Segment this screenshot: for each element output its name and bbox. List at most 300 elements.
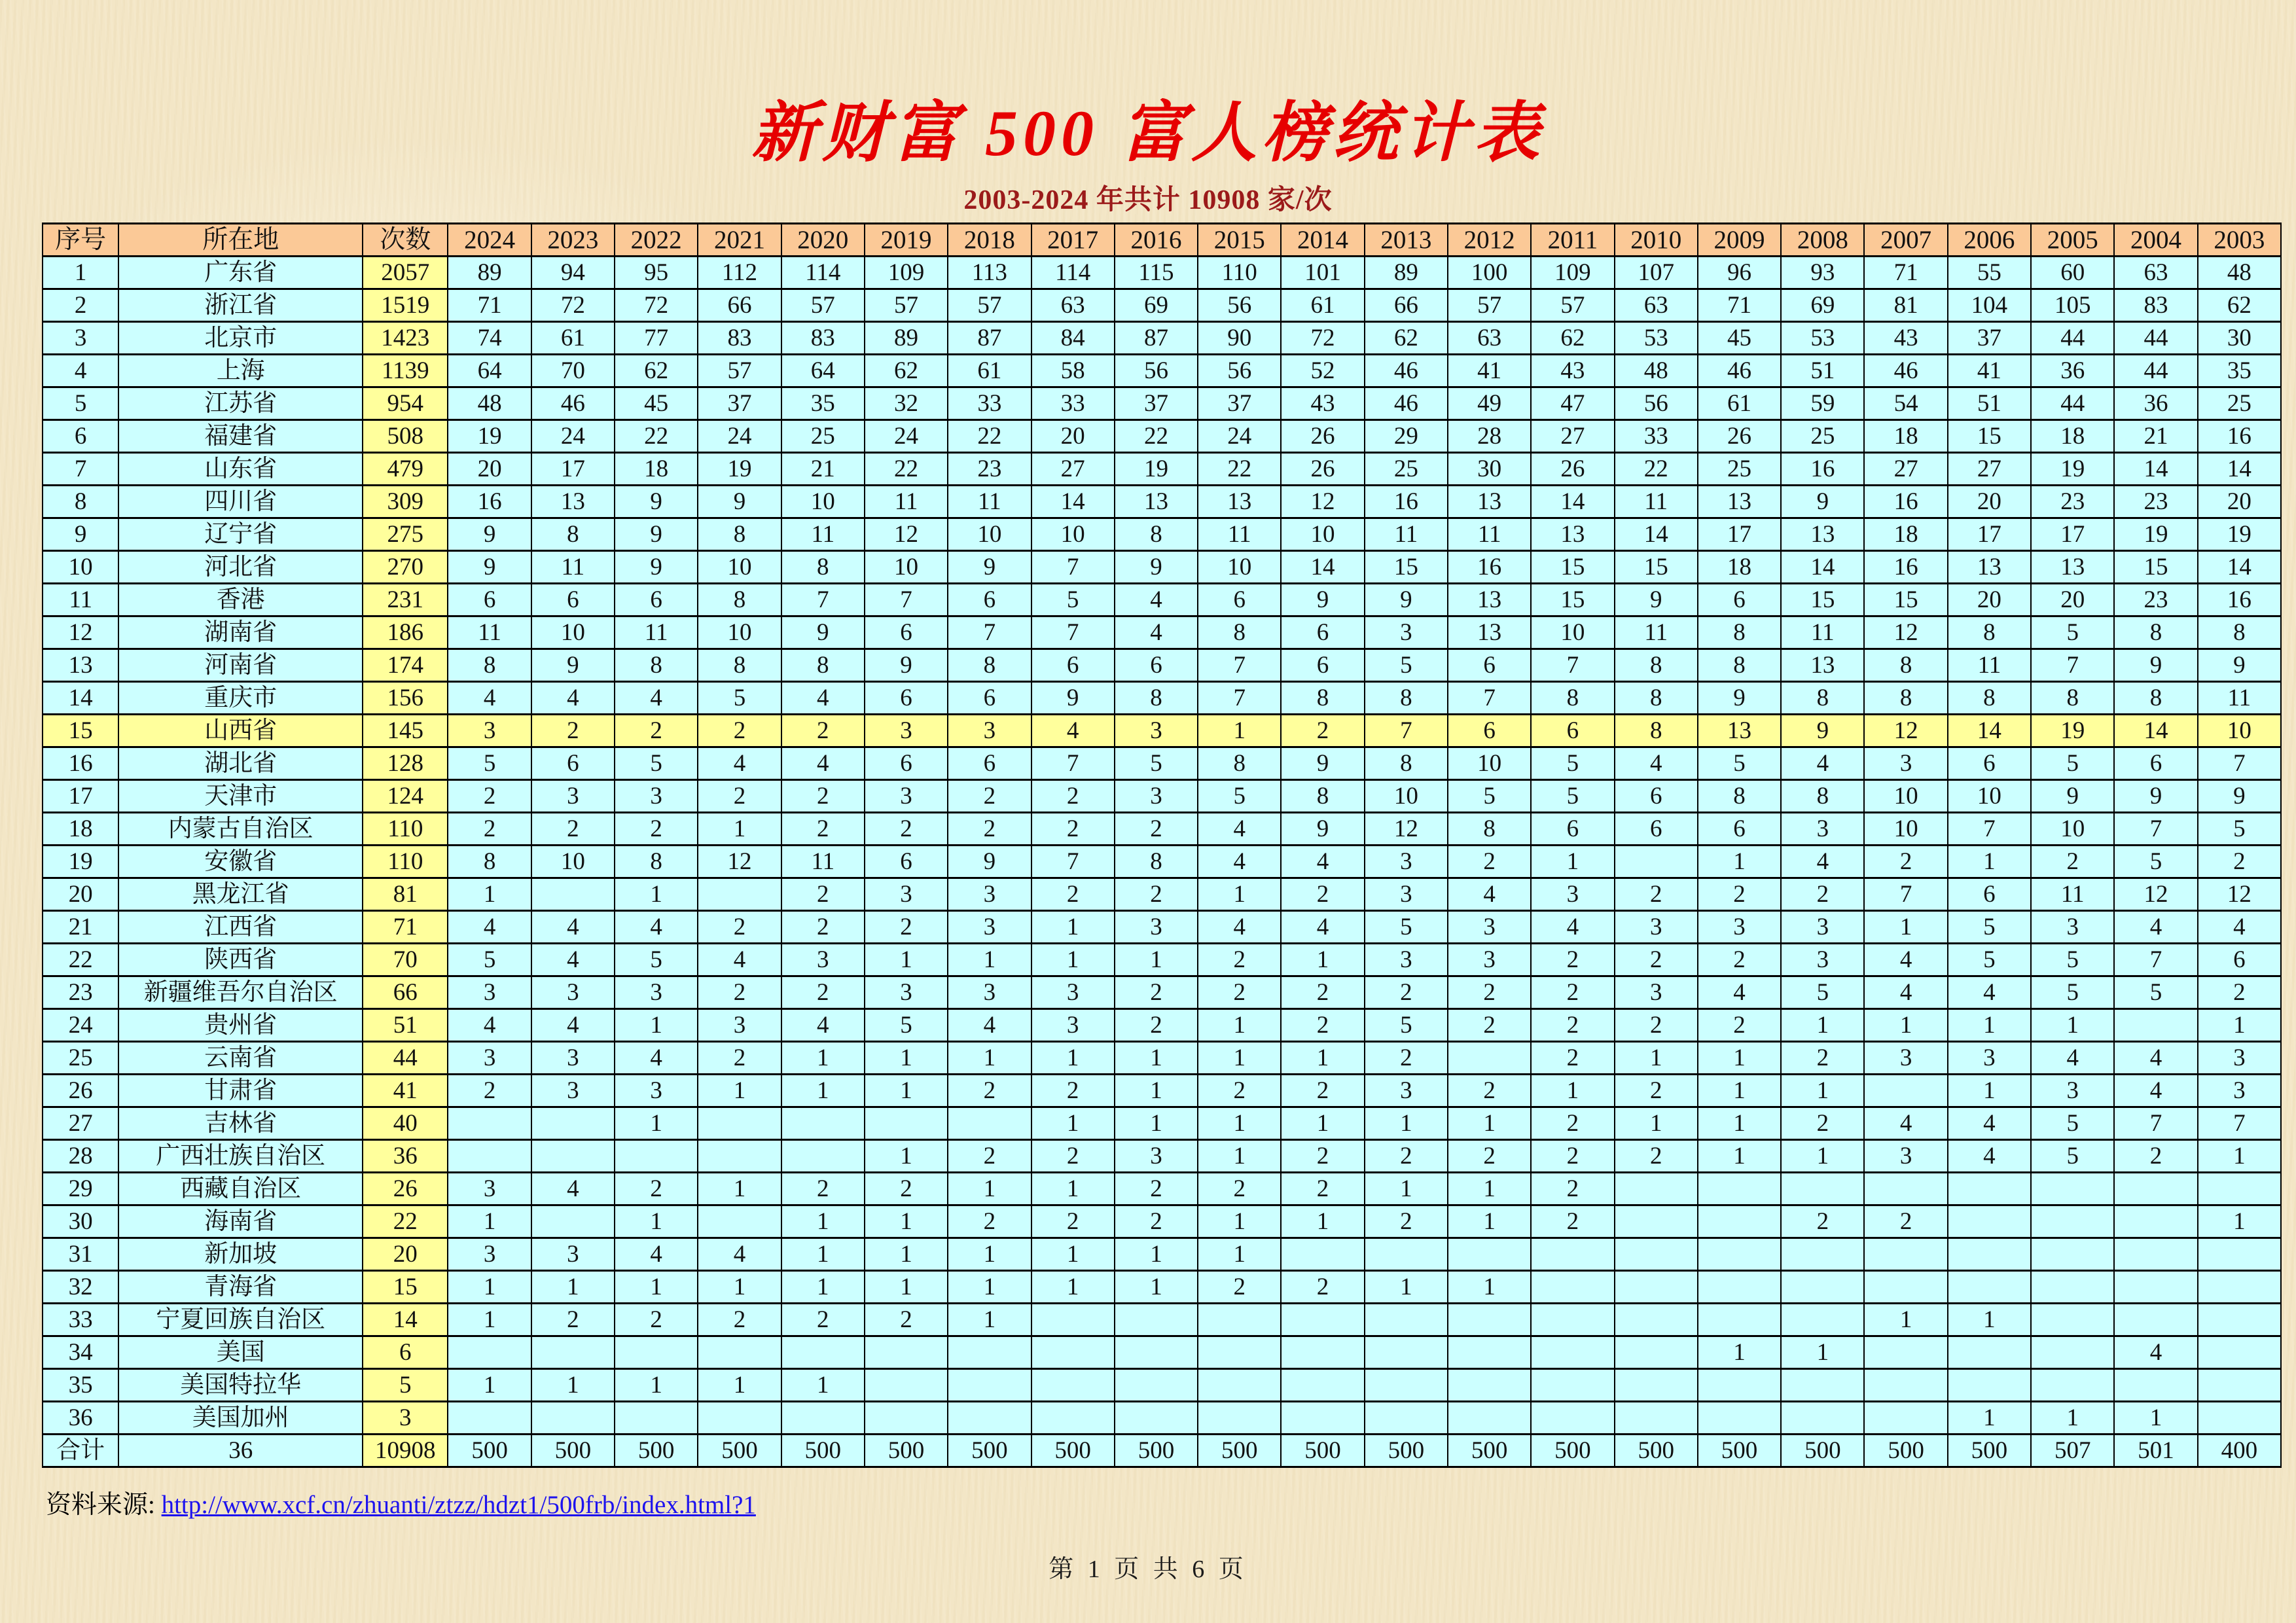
cell-value: 2 (1781, 878, 1864, 911)
cell-value: 3 (865, 976, 948, 1009)
cell-value: 4 (781, 682, 865, 715)
cell-value: 1 (1031, 944, 1115, 976)
cell-location: 天津市 (118, 780, 363, 813)
cell-value: 9 (615, 518, 698, 551)
cell-value: 3 (1115, 1140, 1198, 1173)
cell-value: 23 (2114, 486, 2197, 518)
cell-value (698, 1107, 781, 1140)
cell-value: 9 (865, 649, 948, 682)
cell-total-value: 501 (2114, 1435, 2197, 1467)
cell-value: 3 (2031, 911, 2114, 944)
cell-value: 8 (2031, 682, 2114, 715)
cell-count: 128 (363, 747, 448, 780)
cell-value: 70 (531, 355, 615, 387)
table-row (43, 289, 2281, 322)
cell-value: 21 (2114, 420, 2197, 453)
cell-value: 10 (531, 846, 615, 878)
cell-value: 37 (698, 387, 781, 420)
cell-value: 8 (1698, 649, 1781, 682)
cell-value: 6 (2198, 944, 2281, 976)
cell-value: 8 (2198, 616, 2281, 649)
cell-value: 8 (1864, 649, 1947, 682)
cell-total-value: 507 (2031, 1435, 2114, 1467)
cell-value: 81 (1864, 289, 1947, 322)
cell-value: 6 (865, 682, 948, 715)
cell-value: 2 (1531, 1205, 1614, 1238)
cell-value: 4 (1948, 976, 2031, 1009)
cell-value: 2 (698, 715, 781, 747)
col-header-year-2020: 2020 (781, 224, 865, 257)
cell-value (781, 1140, 865, 1173)
cell-value: 64 (448, 355, 531, 387)
cell-value: 12 (2198, 878, 2281, 911)
cell-total-value: 500 (615, 1435, 698, 1467)
cell-value: 23 (2114, 584, 2197, 616)
col-header-year-2006: 2006 (1948, 224, 2031, 257)
cell-value: 5 (2198, 813, 2281, 846)
cell-value: 6 (1531, 813, 1614, 846)
cell-value (531, 1140, 615, 1173)
cell-seq: 17 (43, 780, 118, 813)
cell-value: 5 (615, 944, 698, 976)
cell-value: 1 (698, 1369, 781, 1402)
cell-value: 2 (1531, 1140, 1614, 1173)
cell-value: 35 (2198, 355, 2281, 387)
cell-value (1031, 1336, 1115, 1369)
cell-value (531, 1107, 615, 1140)
cell-value: 1 (1031, 1238, 1115, 1271)
cell-value: 57 (865, 289, 948, 322)
cell-value: 1 (2114, 1402, 2197, 1435)
cell-value (1864, 1336, 1947, 1369)
cell-value (2031, 1271, 2114, 1304)
cell-value: 10 (698, 616, 781, 649)
cell-value (698, 1402, 781, 1435)
cell-value: 6 (1615, 780, 1698, 813)
cell-value: 74 (448, 322, 531, 355)
cell-value (1031, 1304, 1115, 1336)
cell-value: 3 (615, 780, 698, 813)
cell-value: 18 (1864, 420, 1947, 453)
table-row (43, 878, 2281, 911)
cell-value (698, 878, 781, 911)
cell-value: 1 (1115, 1107, 1198, 1140)
cell-value: 4 (2198, 911, 2281, 944)
cell-value: 7 (948, 616, 1031, 649)
cell-location: 美国特拉华 (118, 1369, 363, 1402)
cell-value: 1 (865, 1140, 948, 1173)
cell-value: 3 (2198, 1075, 2281, 1107)
cell-value: 8 (1115, 846, 1198, 878)
cell-count: 231 (363, 584, 448, 616)
cell-value: 25 (1365, 453, 1448, 486)
cell-value: 5 (1948, 944, 2031, 976)
cell-value: 2 (1781, 1107, 1864, 1140)
cell-value (1698, 1369, 1781, 1402)
cell-value: 87 (1115, 322, 1198, 355)
cell-count: 6 (363, 1336, 448, 1369)
cell-value: 5 (1365, 911, 1448, 944)
cell-value: 61 (1281, 289, 1364, 322)
cell-value: 1 (1615, 1042, 1698, 1075)
cell-value: 1 (1198, 715, 1281, 747)
cell-value: 1 (948, 1173, 1031, 1205)
cell-value: 1 (1031, 911, 1115, 944)
cell-value: 2 (1281, 715, 1364, 747)
cell-value: 2 (1198, 1173, 1281, 1205)
cell-value: 8 (2114, 682, 2197, 715)
cell-value (2114, 1369, 2197, 1402)
cell-value: 6 (1531, 715, 1614, 747)
cell-value: 13 (1781, 518, 1864, 551)
cell-value: 4 (1781, 747, 1864, 780)
cell-value: 26 (1281, 420, 1364, 453)
cell-value: 5 (448, 747, 531, 780)
cell-value: 8 (1448, 813, 1531, 846)
cell-value: 5 (1531, 747, 1614, 780)
cell-value: 9 (531, 649, 615, 682)
cell-value: 113 (948, 257, 1031, 289)
cell-location: 甘肃省 (118, 1075, 363, 1107)
cell-value: 8 (1365, 747, 1448, 780)
cell-value (615, 1140, 698, 1173)
cell-value: 44 (2031, 387, 2114, 420)
cell-count: 20 (363, 1238, 448, 1271)
cell-location: 福建省 (118, 420, 363, 453)
cell-value: 54 (1864, 387, 1947, 420)
cell-value (1698, 1271, 1781, 1304)
cell-value: 107 (1615, 257, 1698, 289)
cell-value: 4 (2031, 1042, 2114, 1075)
cell-location: 吉林省 (118, 1107, 363, 1140)
cell-value: 4 (1948, 1107, 2031, 1140)
cell-value: 25 (2198, 387, 2281, 420)
cell-value: 10 (2031, 813, 2114, 846)
cell-value: 5 (2114, 976, 2197, 1009)
cell-value: 7 (1198, 649, 1281, 682)
cell-value: 100 (1448, 257, 1531, 289)
cell-value: 3 (1365, 616, 1448, 649)
cell-value: 17 (1948, 518, 2031, 551)
cell-value: 10 (1365, 780, 1448, 813)
cell-seq: 9 (43, 518, 118, 551)
cell-value: 19 (2114, 518, 2197, 551)
cell-value: 49 (1448, 387, 1531, 420)
page-subtitle: 2003-2024 年共计 10908 家/次 (963, 185, 1333, 215)
cell-value: 5 (1531, 780, 1614, 813)
cell-value: 3 (1365, 878, 1448, 911)
cell-value: 26 (1531, 453, 1614, 486)
cell-value: 2 (781, 911, 865, 944)
cell-value: 2 (1448, 976, 1531, 1009)
cell-value: 5 (1365, 649, 1448, 682)
cell-value: 1 (1365, 1107, 1448, 1140)
cell-value: 3 (1531, 878, 1614, 911)
cell-value: 8 (1281, 682, 1364, 715)
cell-value: 1 (448, 1304, 531, 1336)
cell-location: 河南省 (118, 649, 363, 682)
col-header-year-2024: 2024 (448, 224, 531, 257)
cell-total-value: 500 (1365, 1435, 1448, 1467)
cell-total-value: 500 (698, 1435, 781, 1467)
cell-value (1115, 1336, 1198, 1369)
cell-value: 62 (1531, 322, 1614, 355)
cell-value: 13 (1448, 584, 1531, 616)
table-row (43, 1402, 2281, 1435)
cell-value: 1 (1198, 1205, 1281, 1238)
cell-value: 4 (1031, 715, 1115, 747)
cell-value: 20 (1948, 584, 2031, 616)
cell-value: 57 (948, 289, 1031, 322)
table-row (43, 551, 2281, 584)
cell-value: 24 (865, 420, 948, 453)
cell-value: 5 (1115, 747, 1198, 780)
source-link[interactable]: http://www.xcf.cn/zhuanti/ztzz/hdzt1/500frb/index.html?1 (161, 1491, 756, 1519)
cell-value: 9 (1615, 584, 1698, 616)
cell-value: 63 (1448, 322, 1531, 355)
table-row (43, 322, 2281, 355)
cell-value: 1 (448, 1369, 531, 1402)
cell-value: 2 (1281, 1140, 1364, 1173)
cell-count: 3 (363, 1402, 448, 1435)
cell-value: 7 (2031, 649, 2114, 682)
cell-value (1448, 1336, 1531, 1369)
cell-value: 1 (1281, 1205, 1364, 1238)
table-row (43, 518, 2281, 551)
cell-value: 14 (2198, 453, 2281, 486)
cell-value: 19 (2031, 715, 2114, 747)
col-header-count: 次数 (363, 224, 448, 257)
cell-value: 7 (1031, 846, 1115, 878)
cell-location: 陕西省 (118, 944, 363, 976)
cell-value: 10 (1198, 551, 1281, 584)
cell-value: 2 (1365, 1042, 1448, 1075)
cell-value: 11 (2198, 682, 2281, 715)
cell-value: 5 (2031, 747, 2114, 780)
cell-value: 4 (531, 1173, 615, 1205)
cell-value (2114, 1009, 2197, 1042)
cell-seq: 13 (43, 649, 118, 682)
cell-value: 7 (2198, 747, 2281, 780)
cell-value: 1 (1448, 1107, 1531, 1140)
cell-value (1531, 1369, 1614, 1402)
page-title: 新财富 500 富人榜统计表 (751, 97, 1545, 169)
cell-value: 3 (531, 780, 615, 813)
cell-value: 1 (865, 1042, 948, 1075)
cell-value: 56 (1198, 355, 1281, 387)
cell-value: 3 (448, 715, 531, 747)
cell-value: 24 (531, 420, 615, 453)
table-row (43, 257, 2281, 289)
cell-value: 23 (948, 453, 1031, 486)
cell-value: 3 (448, 976, 531, 1009)
cell-value: 47 (1531, 387, 1614, 420)
cell-value (1281, 1402, 1364, 1435)
cell-seq: 6 (43, 420, 118, 453)
cell-value (1615, 1402, 1698, 1435)
cell-value: 2 (1615, 1140, 1698, 1173)
cell-value: 51 (1781, 355, 1864, 387)
cell-location: 海南省 (118, 1205, 363, 1238)
cell-value: 8 (1864, 682, 1947, 715)
cell-value: 12 (698, 846, 781, 878)
table-row (43, 616, 2281, 649)
cell-value: 2 (948, 1075, 1031, 1107)
cell-value: 2 (615, 715, 698, 747)
col-header-location: 所在地 (118, 224, 363, 257)
cell-value: 3 (1031, 976, 1115, 1009)
cell-value: 6 (1948, 747, 2031, 780)
cell-total-value: 500 (781, 1435, 865, 1467)
cell-value: 1 (781, 1238, 865, 1271)
cell-value: 2 (1115, 1009, 1198, 1042)
cell-total-value: 500 (1615, 1435, 1698, 1467)
cell-count: 954 (363, 387, 448, 420)
cell-value: 19 (1115, 453, 1198, 486)
cell-value: 7 (865, 584, 948, 616)
cell-value: 1 (1448, 1271, 1531, 1304)
cell-value: 9 (1365, 584, 1448, 616)
cell-value: 10 (1531, 616, 1614, 649)
cell-value: 1 (448, 1271, 531, 1304)
cell-total-value: 500 (948, 1435, 1031, 1467)
cell-value (781, 1336, 865, 1369)
cell-seq: 22 (43, 944, 118, 976)
cell-value (1365, 1336, 1448, 1369)
cell-value: 43 (1531, 355, 1614, 387)
cell-value: 83 (2114, 289, 2197, 322)
cell-count: 5 (363, 1369, 448, 1402)
cell-value: 2 (448, 813, 531, 846)
cell-value: 2 (1531, 976, 1614, 1009)
cell-value: 2 (698, 1042, 781, 1075)
cell-value (2114, 1173, 2197, 1205)
cell-value: 66 (698, 289, 781, 322)
cell-value (1448, 1369, 1531, 1402)
cell-value: 5 (1448, 780, 1531, 813)
cell-value: 3 (1615, 911, 1698, 944)
cell-value: 2 (781, 813, 865, 846)
cell-value (1115, 1369, 1198, 1402)
cell-value: 1 (865, 944, 948, 976)
cell-value: 9 (1115, 551, 1198, 584)
cell-value: 2 (1031, 1075, 1115, 1107)
cell-value: 61 (531, 322, 615, 355)
cell-value: 13 (1531, 518, 1614, 551)
cell-value: 10 (781, 486, 865, 518)
cell-value: 64 (781, 355, 865, 387)
cell-value (781, 1107, 865, 1140)
cell-value (448, 1107, 531, 1140)
cell-value: 1 (1948, 1009, 2031, 1042)
cell-value: 8 (1948, 616, 2031, 649)
cell-value: 61 (948, 355, 1031, 387)
cell-value: 5 (2031, 944, 2114, 976)
cell-value: 46 (1365, 387, 1448, 420)
cell-value: 4 (1781, 846, 1864, 878)
cell-value: 5 (2031, 976, 2114, 1009)
cell-value: 4 (2114, 911, 2197, 944)
cell-value: 11 (1365, 518, 1448, 551)
cell-value: 3 (781, 944, 865, 976)
cell-value: 27 (1031, 453, 1115, 486)
cell-value: 45 (615, 387, 698, 420)
cell-value: 3 (865, 715, 948, 747)
cell-value: 2 (948, 1205, 1031, 1238)
cell-value: 41 (1448, 355, 1531, 387)
cell-value: 2 (1448, 846, 1531, 878)
cell-value: 4 (1698, 976, 1781, 1009)
cell-value: 2 (1115, 813, 1198, 846)
cell-value: 2 (1031, 1205, 1115, 1238)
cell-value: 1 (1115, 944, 1198, 976)
cell-value: 4 (615, 682, 698, 715)
cell-value: 3 (948, 976, 1031, 1009)
cell-value: 66 (1365, 289, 1448, 322)
cell-value: 4 (1948, 1140, 2031, 1173)
cell-value (1365, 1369, 1448, 1402)
cell-value: 109 (865, 257, 948, 289)
cell-value (1864, 1238, 1947, 1271)
cell-value: 9 (2198, 780, 2281, 813)
cell-value: 2 (1448, 1009, 1531, 1042)
cell-value: 2 (2198, 846, 2281, 878)
cell-value: 112 (698, 257, 781, 289)
cell-value: 9 (781, 616, 865, 649)
cell-value (2114, 1304, 2197, 1336)
cell-value: 2 (2198, 976, 2281, 1009)
cell-value (2198, 1336, 2281, 1369)
cell-value: 57 (698, 355, 781, 387)
cell-value (1698, 1205, 1781, 1238)
cell-value (1864, 1369, 1947, 1402)
cell-count: 174 (363, 649, 448, 682)
cell-value: 1 (1115, 1042, 1198, 1075)
cell-value: 2 (1115, 1173, 1198, 1205)
cell-value (1698, 1402, 1781, 1435)
cell-value: 16 (2198, 584, 2281, 616)
cell-value: 4 (698, 944, 781, 976)
cell-count: 70 (363, 944, 448, 976)
cell-value: 13 (1448, 616, 1531, 649)
cell-value: 4 (531, 1009, 615, 1042)
cell-value: 1 (1281, 1107, 1364, 1140)
cell-value: 14 (1531, 486, 1614, 518)
cell-value: 11 (948, 486, 1031, 518)
cell-value: 8 (1615, 715, 1698, 747)
cell-count: 40 (363, 1107, 448, 1140)
cell-count: 71 (363, 911, 448, 944)
cell-location: 宁夏回族自治区 (118, 1304, 363, 1336)
source-label: 资料来源: (46, 1491, 155, 1519)
cell-value: 9 (1281, 747, 1364, 780)
cell-value: 2 (615, 1173, 698, 1205)
cell-value (781, 1402, 865, 1435)
cell-value: 6 (948, 747, 1031, 780)
cell-value: 4 (781, 1009, 865, 1042)
cell-seq: 31 (43, 1238, 118, 1271)
cell-value: 1 (448, 1205, 531, 1238)
cell-value: 2 (1281, 1009, 1364, 1042)
cell-value: 1 (1365, 1271, 1448, 1304)
cell-value: 3 (615, 1075, 698, 1107)
cell-value: 2 (698, 911, 781, 944)
cell-value: 1 (1864, 911, 1947, 944)
cell-value: 13 (1698, 715, 1781, 747)
cell-value: 19 (698, 453, 781, 486)
cell-value: 2 (948, 1140, 1031, 1173)
cell-value: 11 (1948, 649, 2031, 682)
